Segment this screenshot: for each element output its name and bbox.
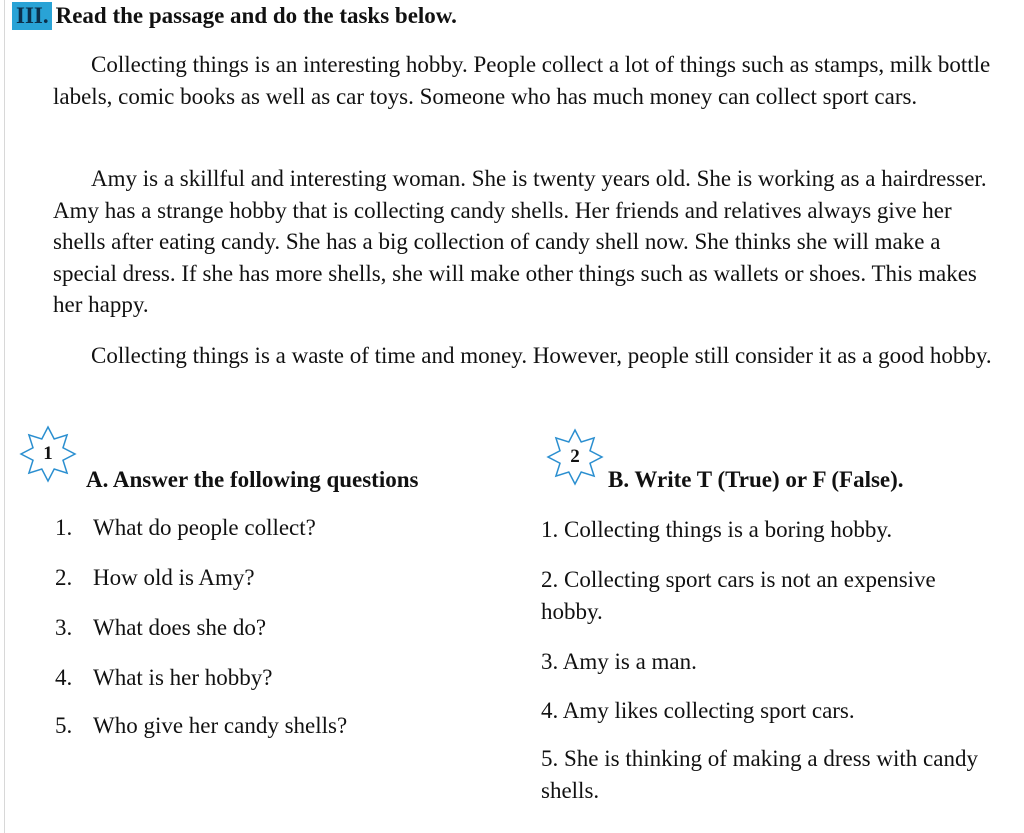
passage-paragraph-3: Collecting things is a waste of time and money. However, people still consider it as a good hobby. — [91, 343, 992, 368]
question-item: 3. What does she do? — [55, 615, 267, 640]
exercise-number: III. — [12, 2, 52, 30]
passage-paragraph-2: Amy is a skillful and interesting woman. She is twenty years old. She is working as a hairdresser. Amy has a strange hobby that is collecting candy shells. Her friends and relatives always give her shells after eating candy. She has a big collection of candy shell now. She thinks she will make a special dress. If she has more shells, she will make other things such as wallets or shoes. This makes her happy. — [53, 166, 987, 317]
section-a-title: A. Answer the following questions — [86, 467, 419, 492]
section-b-title: B. Write T (True) or F (False). — [608, 467, 904, 492]
section-a-number: 1 — [43, 443, 53, 464]
passage-paragraph-1: Collecting things is an interesting hobby. People collect a lot of things such as stamps, milk bottle labels, comic books as well as car toys. Someone who has much money can collect sport cars. — [53, 52, 991, 109]
question-item: 2. How old is Amy? — [55, 565, 255, 590]
section-b-badge — [546, 428, 604, 486]
section-a-badge — [19, 425, 77, 483]
statement-item: 2. Collecting sport cars is not an expensive hobby. — [541, 567, 936, 624]
question-item: 1. What do people collect? — [55, 515, 316, 540]
question-item: 5. Who give her candy shells? — [55, 713, 348, 738]
section-b-number: 2 — [570, 446, 580, 467]
exercise-instruction: Read the passage and do the tasks below. — [55, 3, 457, 28]
statement-item: 5. She is thinking of making a dress with candy shells. — [541, 746, 978, 803]
question-item: 4. What is her hobby? — [55, 665, 273, 690]
statement-item: 1. Collecting things is a boring hobby. — [541, 517, 893, 542]
statement-item: 4. Amy likes collecting sport cars. — [541, 698, 855, 723]
statement-item: 3. Amy is a man. — [541, 649, 697, 674]
page-edge-rule — [4, 0, 5, 833]
exercise-heading — [12, 2, 457, 30]
